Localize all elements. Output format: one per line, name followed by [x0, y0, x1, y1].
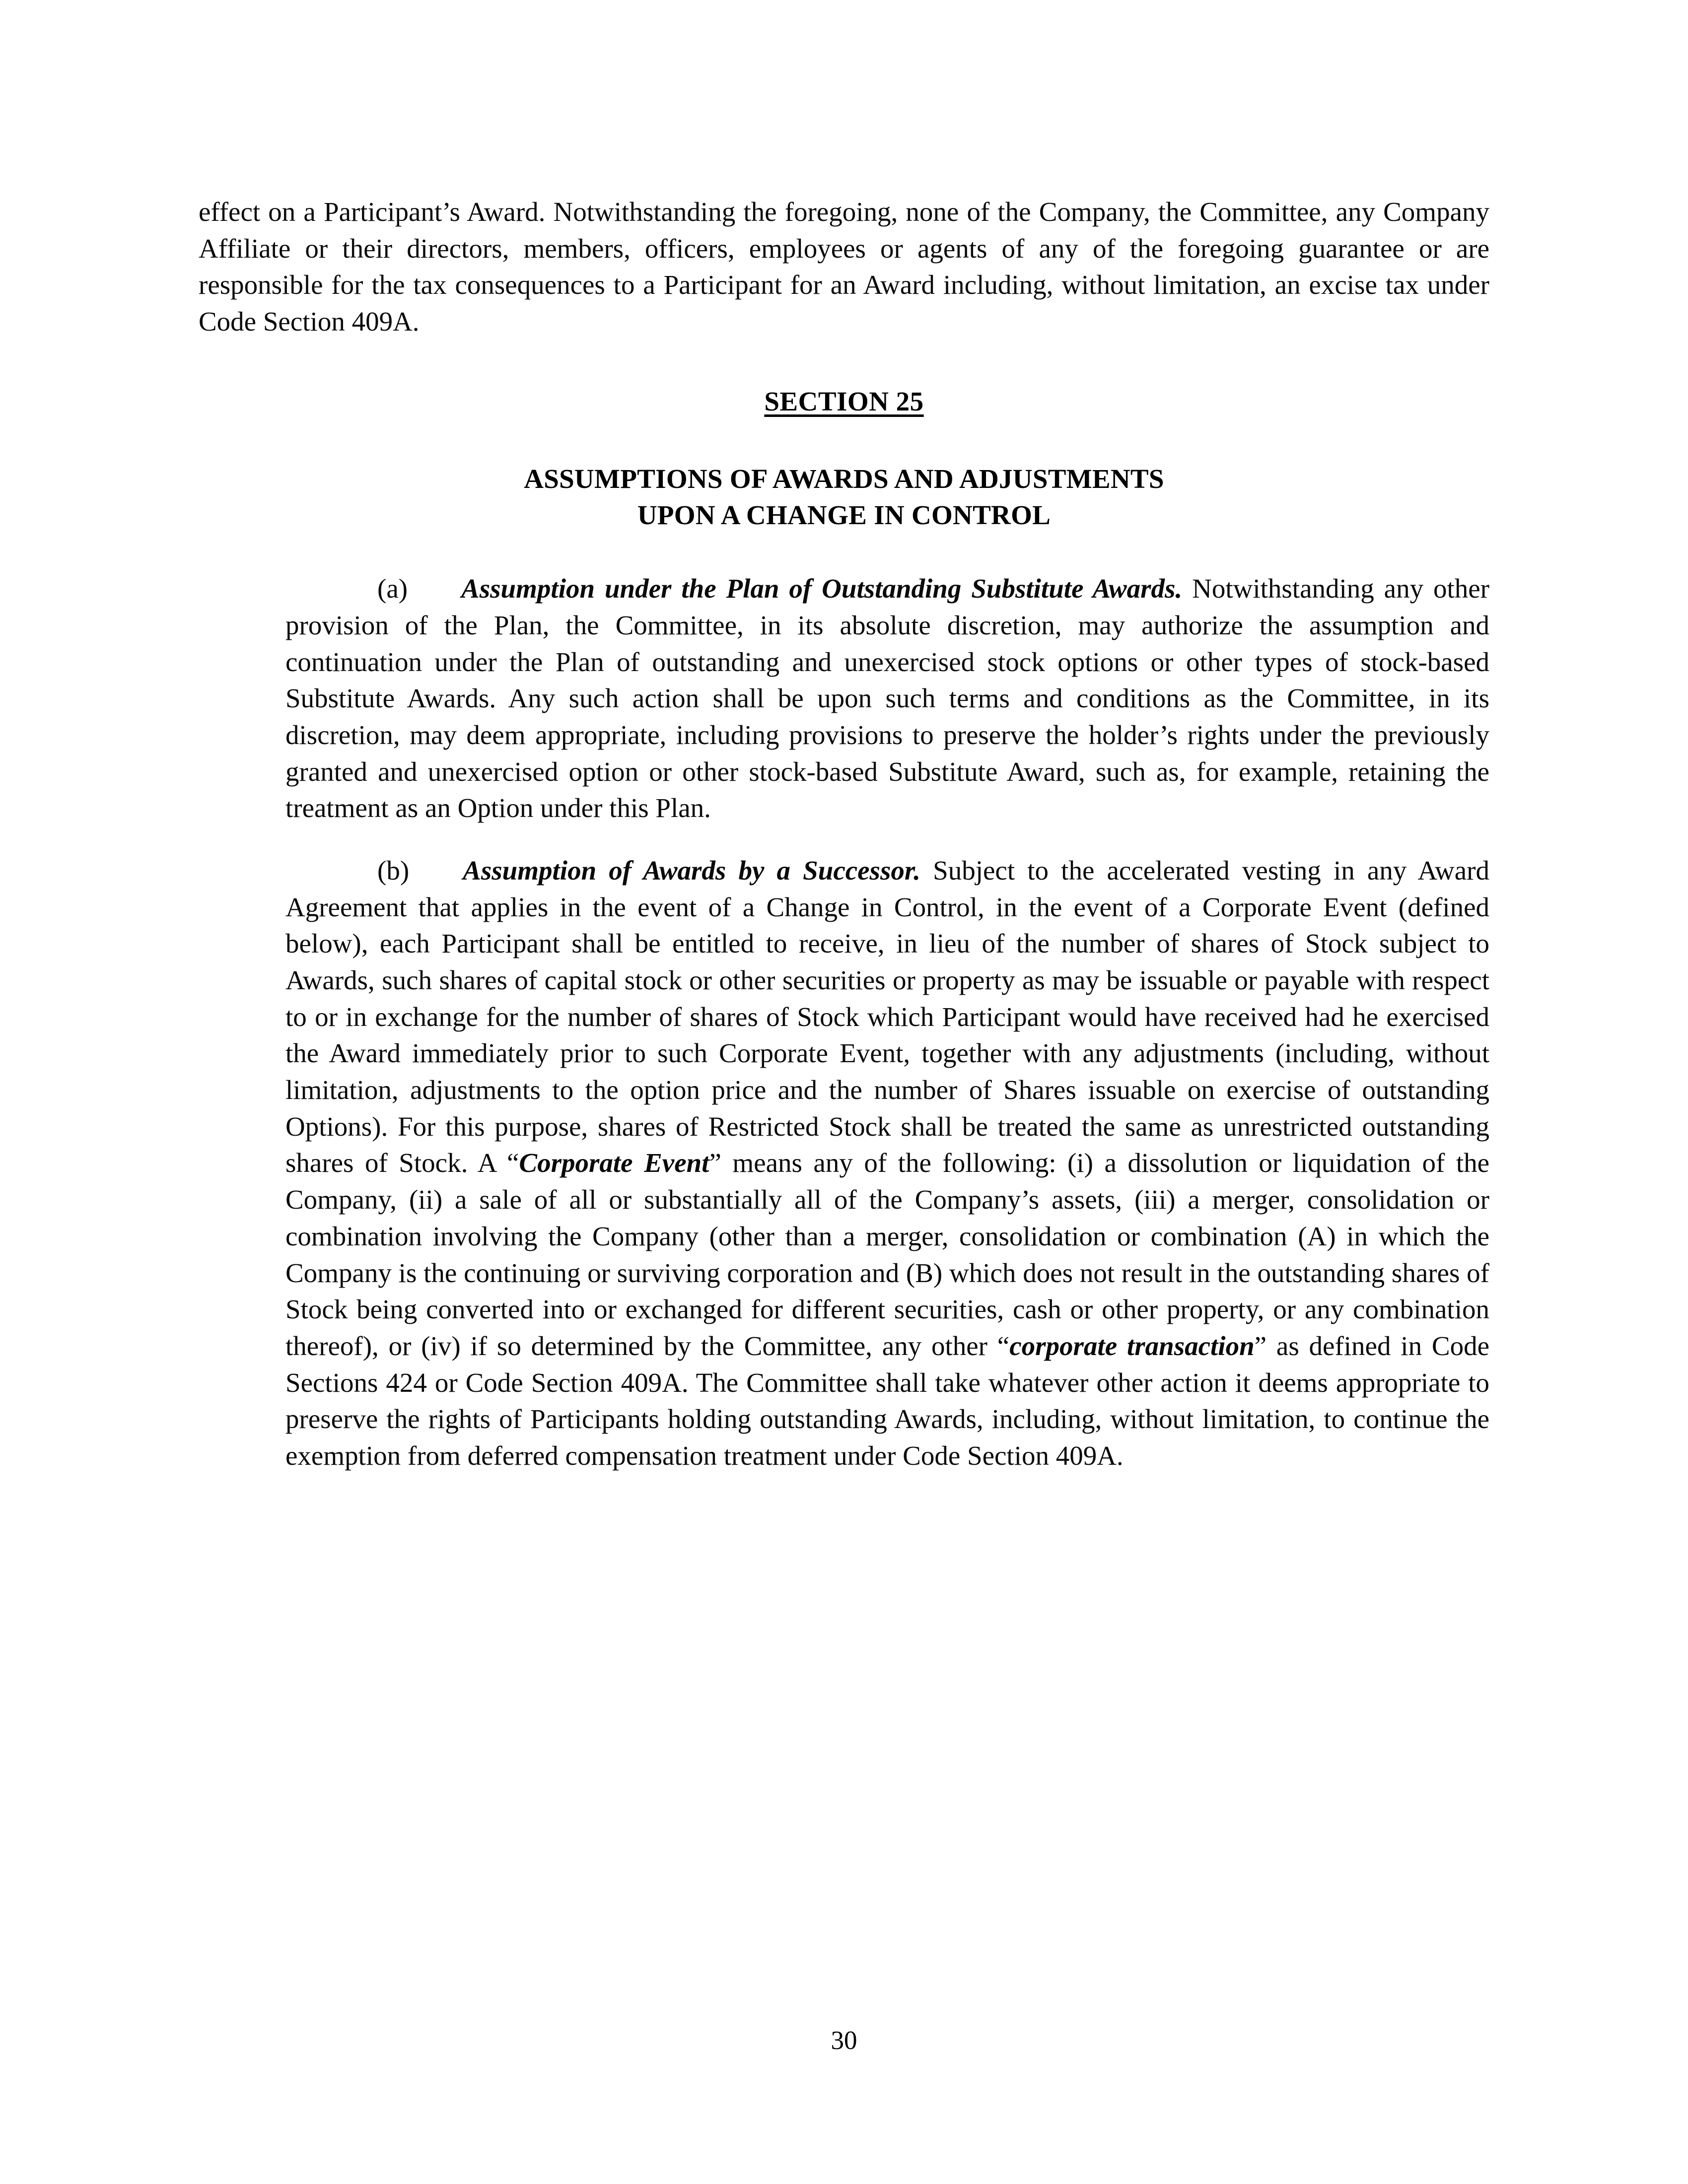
- clause-b-paragraph: [285, 852, 1489, 1474]
- clause-a-paragraph: [285, 570, 1489, 826]
- defined-term-corporate-transaction: corporate transaction: [1009, 1330, 1255, 1361]
- clause-a-text: Notwithstanding any other provision of the Plan, the Committee, in its absolute discretion, may authorize the assumption and continuation under the Plan of outstanding and unexercised stock options or other types of stock-based Substitute Awards. Any such action shall be upon such terms and conditions as the Committee, in its discretion, may deem appropriate, including provisions to preserve the holder’s rights under the previously granted and unexercised option or other stock-based Substitute Award, such as, for example, retaining the treatment as an Option under this Plan.: [285, 573, 1489, 823]
- clause-a-marker: (a): [377, 573, 408, 604]
- section-title-line-1: ASSUMPTIONS OF AWARDS AND ADJUSTMENTS: [524, 463, 1164, 494]
- page-content: [199, 194, 1489, 1474]
- clause-b-text-part-1: Subject to the accelerated vesting in any Award Agreement that applies in the event of a Change in Control, in the event of a Corporate Event (defined below), each Participant shall be entitled to receive, in lieu of the number of shares of Stock subject to Awards, such shares of capital stock or other securities or property as may be issuable or payable with respect to or in exchange for the number of shares of Stock which Participant would have received had he exercised the Award immediately prior to such Corporate Event, together with any adjustments (including, without limitation, adjustments to the option price and the number of Shares issuable on exercise of outstanding Options). For this purpose, shares of Restricted Stock shall be treated the same as unrestricted outstanding shares of Stock. A “: [285, 855, 1490, 1178]
- clause-b-text-part-3: ” as defined in Code Sections 424 or Code Section 409A. The Committee shall take whatever other action it deems appropriate to preserve the rights of Participants holding outstanding Awards, including, without limitation, to continue the exemption from deferred compensation treatment under Code Section 409A.: [285, 1330, 1489, 1471]
- spacer-after-title: [199, 534, 1489, 570]
- defined-term-corporate-event: Corporate Event: [519, 1148, 709, 1178]
- section-number-block: [199, 386, 1489, 417]
- section-number: SECTION 25: [764, 386, 924, 416]
- spacer-between-clauses: [199, 826, 1489, 852]
- clause-b-marker: (b): [377, 855, 410, 886]
- clause-b-heading: Assumption of Awards by a Successor.: [463, 855, 920, 886]
- section-title-block: [199, 461, 1489, 534]
- clause-a-heading: Assumption under the Plan of Outstanding Substitute Awards.: [461, 573, 1183, 604]
- clause-b-text-part-2: ” means any of the following: (i) a dissolution or liquidation of the Company, (ii) a sale of all or substantially all of the Company’s assets, (iii) a merger, consolidation or combination involving the Company (other than a merger, consolidation or combination (A) in which the Company is the continuing or surviving corporation and (B) which does not result in the outstanding shares of Stock being converted into or exchanged for different securities, cash or other property, or any combination thereof), or (iv) if so determined by the Committee, any other “: [285, 1148, 1490, 1361]
- page-number: 30: [831, 2026, 857, 2055]
- section-title-line-2: UPON A CHANGE IN CONTROL: [637, 500, 1051, 531]
- continuation-paragraph: effect on a Participant’s Award. Notwithstanding the foregoing, none of the Company, the Committee, any Company Affiliate or their directors, members, officers, employees or agents of any of the foregoing guarantee or are responsible for the tax consequences to a Participant for an Award including, without limitation, an excise tax under Code Section 409A.: [199, 197, 1489, 337]
